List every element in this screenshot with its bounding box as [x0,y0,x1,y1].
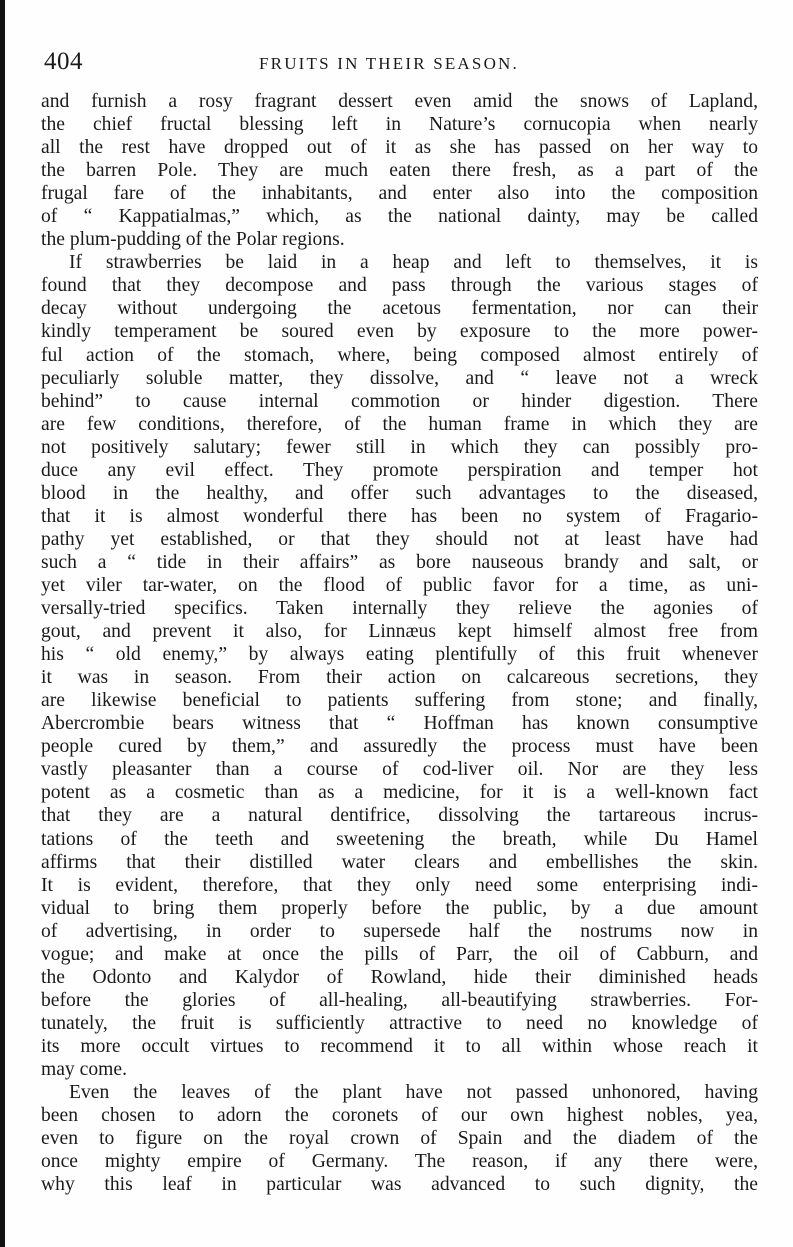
text-line: peculiarly soluble matter, they dissolve, and “ leave not a wreck [41,367,758,389]
text-line: even to figure on the royal crown of Spain and the diadem of the [41,1128,758,1150]
text-line: vidual to bring them properly before the public, by a due amount [41,897,758,919]
running-title: FRUITS IN THEIR SEASON. [259,54,519,73]
text-line: behind” to cause internal commotion or hinder digestion. There [41,390,758,412]
text-line: decay without undergoing the acetous fermentation, nor can their [41,298,758,320]
page-number: 404 [44,48,83,75]
text-line: it was in season. From their action on calcareous secretions, they [41,667,758,689]
text-line: vastly pleasanter than a course of cod-liver oil. Nor are they less [41,759,758,781]
text-line: potent as a cosmetic than as a medicine, for it is a well-known fact [41,782,758,804]
text-line: vogue; and make at once the pills of Parr, the oil of Cabburn, and [41,943,758,965]
text-line: such a “ tide in their affairs” as bore nauseous brandy and salt, or [41,551,758,573]
text-line: not positively salutary; fewer still in which they can possibly pro- [41,436,758,458]
page-header [44,46,754,78]
text-line: blood in the healthy, and offer such advantages to the diseased, [41,482,758,504]
text-line: Abercrombie bears witness that “ Hoffman has known consumptive [41,713,758,735]
text-line: been chosen to adorn the coronets of our own highest nobles, yea, [41,1105,758,1127]
body-text [41,90,758,1196]
text-line: tations of the teeth and sweetening the breath, while Du Hamel [41,828,758,850]
paragraph-first-line: Even the leaves of the plant have not passed unhonored, having [69,1082,758,1104]
text-line: It is evident, therefore, that they only need some enterprising indi- [41,874,758,896]
text-line: duce any evil effect. They promote perspiration and temper hot [41,459,758,481]
text-line: versally-tried specifics. Taken internally they relieve the agonies of [41,598,758,620]
text-line: that they are a natural dentifrice, dissolving the tartareous incrus- [41,805,758,827]
text-line: of “ Kappatialmas,” which, as the national dainty, may be called [41,206,758,228]
text-line: that it is almost wonderful there has been no system of Fragario- [41,505,758,527]
text-line: tunately, the fruit is sufficiently attractive to need no knowledge of [41,1012,758,1034]
text-line: and furnish a rosy fragrant dessert even amid the snows of Lapland, [41,91,758,112]
text-line: affirms that their distilled water clears and embellishes the skin. [41,851,758,873]
text-line: of advertising, in order to supersede half the nostrums now in [41,920,758,942]
text-line: the barren Pole. They are much eaten there fresh, as a part of the [41,160,758,182]
text-line: why this leaf in particular was advanced to such dignity, the [41,1174,758,1196]
text-line: his “ old enemy,” by always eating plentifully of this fruit whenever [41,644,758,666]
text-line: pathy yet established, or that they should not at least have had [41,528,758,550]
text-line: are likewise beneficial to patients suffering from stone; and finally, [41,690,758,712]
text-line: kindly temperament be soured even by exposure to the more power- [41,321,758,343]
text-line: found that they decompose and pass through the various stages of [41,275,758,297]
text-line: gout, and prevent it also, for Linnæus kept himself almost free from [41,621,758,643]
paragraph-first-line: If strawberries be laid in a heap and left to themselves, it is [69,252,758,274]
text-line: may come. [41,1058,127,1080]
text-line: the chief fructal blessing left in Nature’s cornucopia when nearly [41,114,758,136]
text-line: once mighty empire of Germany. The reason, if any there were, [41,1151,758,1173]
text-line: frugal fare of the inhabitants, and enter also into the composition [41,183,758,205]
text-line: people cured by them,” and assuredly the process must have been [41,736,758,758]
text-line: the Odonto and Kalydor of Rowland, hide their diminished heads [41,966,758,988]
text-line: the plum-pudding of the Polar regions. [41,229,345,251]
text-line: are few conditions, therefore, of the human frame in which they are [41,413,758,435]
page-edge-shadow [0,0,5,1247]
text-line: before the glories of all-healing, all-beautifying strawberries. For- [41,989,758,1011]
text-line: ful action of the stomach, where, being composed almost entirely of [41,344,758,366]
text-line: its more occult virtues to recommend it to all within whose reach it [41,1035,758,1057]
text-line: yet viler tar-water, on the flood of public favor for a time, as uni- [41,574,758,596]
text-line: all the rest have dropped out of it as she has passed on her way to [41,137,758,159]
